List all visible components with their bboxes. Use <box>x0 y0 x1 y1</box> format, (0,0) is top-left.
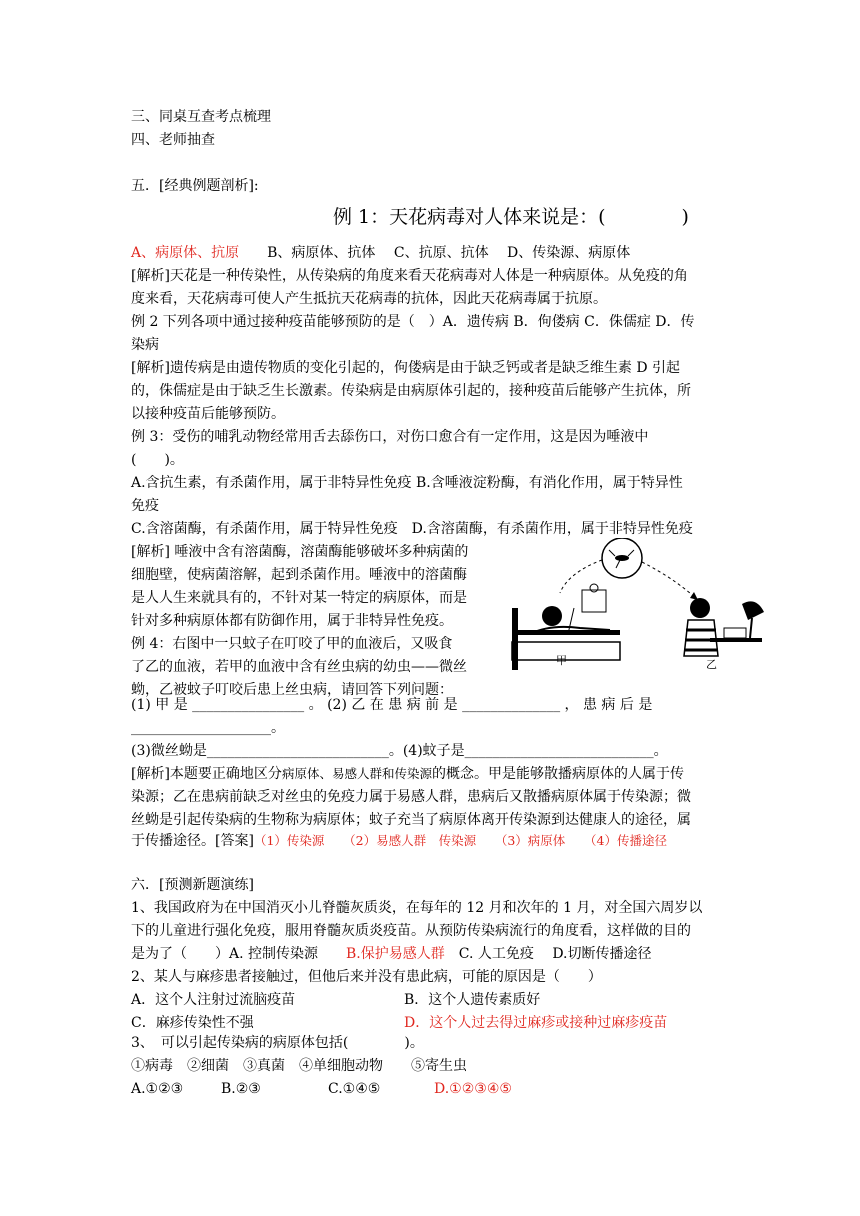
section-5-heading: 五．[经典例题剖析]: <box>131 178 259 194</box>
example-1-analysis-line: 度来看，天花病毒可使人产生抵抗天花病毒的抗体，因此天花病毒属于抗原。 <box>131 291 607 307</box>
example-3-options-ab: A.含抗生素，有杀菌作用，属于非特异性免疫 B.含唾液淀粉酶，有消化作用，属于特异性 <box>131 475 683 491</box>
example-4-blank-line: ____________________。 <box>131 720 285 736</box>
figure-label-jia: 甲 <box>556 654 567 667</box>
example-1-analysis-line: [解析]天花是一种传染性，从传染病的角度来看天花病毒对人体是一种病原体。从免疫的角 <box>131 268 688 284</box>
analysis-lead: [解析]本题要正确地区分 <box>131 766 282 782</box>
example-3-analysis-line: 是人人生来就具有的，不针对某一特定的病原体，而是 <box>131 590 467 606</box>
example-2-question: 染病 <box>131 337 159 353</box>
example-4-question: 蚴，乙被蚊子叮咬后患上丝虫病，请回答下列问题： <box>131 682 453 698</box>
practice-2-option-a: A．这个人注射过流脑疫苗 <box>131 992 296 1008</box>
practice-2-option-c: C．麻疹传染性不强 <box>131 1015 254 1031</box>
example-4-analysis-line: 染源；乙在患病前缺乏对丝虫的免疫力属于易感人群，患病后又散播病原体属于传染源；微 <box>131 789 691 805</box>
practice-1-line: 下的儿童进行强化免疫，服用脊髓灰质炎疫苗。从预防传染病流行的角度看，这样做的目的 <box>131 923 691 939</box>
example-1-title: 例 1：天花病毒对人体来说是：( ) <box>333 206 689 228</box>
practice-3-items: ①病毒 ②细菌 ③真菌 ④单细胞动物 ⑤寄生虫 <box>131 1058 467 1074</box>
practice-1-option-a: 是为了（ ）A. 控制传染源 <box>131 946 347 962</box>
example-4-analysis-line <box>131 763 684 785</box>
example-3-options-ab: 免疫 <box>131 498 159 514</box>
practice-3-option-a: A.①②③ <box>131 1081 184 1097</box>
practice-1-line: 1、我国政府为在中国消灭小儿脊髓灰质炎，在每年的 12 月和次年的 1 月，对全国六周岁以 <box>131 900 703 916</box>
practice-3-option-b: B.②③ <box>221 1081 261 1097</box>
analysis-tail: 的概念。甲是能够散播病原体的人属于传 <box>431 766 684 782</box>
practice-3-option-c: C.①④⑤ <box>328 1081 381 1097</box>
practice-1-option-cd: C. 人工免疫 D.切断传播途径 <box>444 946 652 962</box>
example-2-question: 例 2 下列各项中通过接种疫苗能够预防的是（ ）A．遗传病 B．佝偻病 C．侏儒症 D．传 <box>131 314 695 330</box>
practice-1-answer-b: B.保护易感人群 <box>346 946 445 962</box>
example-3-analysis-line: 针对多种病原体都有防御作用，属于非特异性免疫。 <box>131 613 453 629</box>
practice-1-options <box>131 943 652 965</box>
section-6-heading: 六．[预测新题演练] <box>131 877 254 893</box>
example-1-options-rest: B、病原体、抗体 C、抗原、抗体 D、传染源、病原体 <box>267 245 631 261</box>
example-2-analysis-line: 的，侏儒症是由于缺乏生长激素。传染病是由病原体引起的，接种疫苗后能够产生抗体，所 <box>131 383 691 399</box>
section-3-heading: 三、同桌互查考点梳理 <box>131 109 271 125</box>
example-3-question: ( )。 <box>131 452 184 468</box>
example-4-answer-line <box>131 830 667 852</box>
example-4-analysis-line: 丝蚴是引起传染病的生物称为病原体；蚊子充当了病原体离开传染源到达健康人的途径，属 <box>131 812 691 828</box>
practice-3-answer-d: D.①②③④⑤ <box>434 1081 512 1097</box>
practice-2-answer-d: D．这个人过去得过麻疹或接种过麻疹疫苗 <box>404 1015 668 1031</box>
example-1-options <box>131 242 630 264</box>
person-yi-figure <box>684 598 764 656</box>
example-3-options-cd: C.含溶菌酶，有杀菌作用，属于特异性免疫 D.含溶菌酶，有杀菌作用，属于非特异性免疫 <box>131 521 693 537</box>
example-1-answer-a: A、病原体、抗原 <box>131 245 240 261</box>
example-2-analysis-line: [解析]遗传病是由遗传物质的变化引起的，佝偻病是由于缺乏钙或者是缺乏维生素 D 引起 <box>131 360 681 376</box>
analysis-terms: 病原体、易感人群和传染源 <box>281 766 432 781</box>
example-3-analysis-line: 细胞壁，使病菌溶解，起到杀菌作用。唾液中的溶菌酶 <box>131 567 467 583</box>
example-2-analysis-line: 以接种疫苗后能够预防。 <box>131 406 285 422</box>
mosquito-icon <box>602 538 642 578</box>
example-3-analysis-line: [解析] 唾液中含有溶菌酶，溶菌酶能够破坏多种病菌的 <box>131 544 469 560</box>
example-4-question: 了乙的血液，若甲的血液中含有丝虫病的幼虫——微丝 <box>131 659 467 675</box>
practice-2-option-b: B．这个人遗传素质好 <box>404 992 541 1008</box>
section-4-heading: 四、老师抽查 <box>131 132 215 148</box>
answer-lead: 于传播途径。[答案] <box>131 833 254 849</box>
example-4-blank-line: (3)微丝蚴是__________________________。(4)蚊子是___________________________。 <box>131 743 668 759</box>
example-3-question: 例 3：受伤的哺乳动物经常用舌去舔伤口，对伤口愈合有一定作用，这是因为唾液中 <box>131 429 649 445</box>
mosquito-transmission-illustration <box>510 538 772 676</box>
example-4-question: 例 4：右图中一只蚊子在叮咬了甲的血液后，又吸食 <box>131 636 453 652</box>
practice-3-question: 3、 可以引起传染病的病原体包括( )。 <box>131 1035 424 1051</box>
figure-label-yi: 乙 <box>706 658 717 671</box>
practice-2-question: 2、某人与麻疹患者接触过，但他后来并没有患此病，可能的原因是（ ） <box>131 969 602 985</box>
example-4-blank-line: (1) 甲 是 ________________ 。 (2) 乙 在 患 病 前 是 ______________ ， 患 病 后 是 <box>131 697 653 713</box>
answer-values: （1）传染源 （2）易感人群 传染源 （3）病原体 （4）传播途径 <box>253 833 668 848</box>
